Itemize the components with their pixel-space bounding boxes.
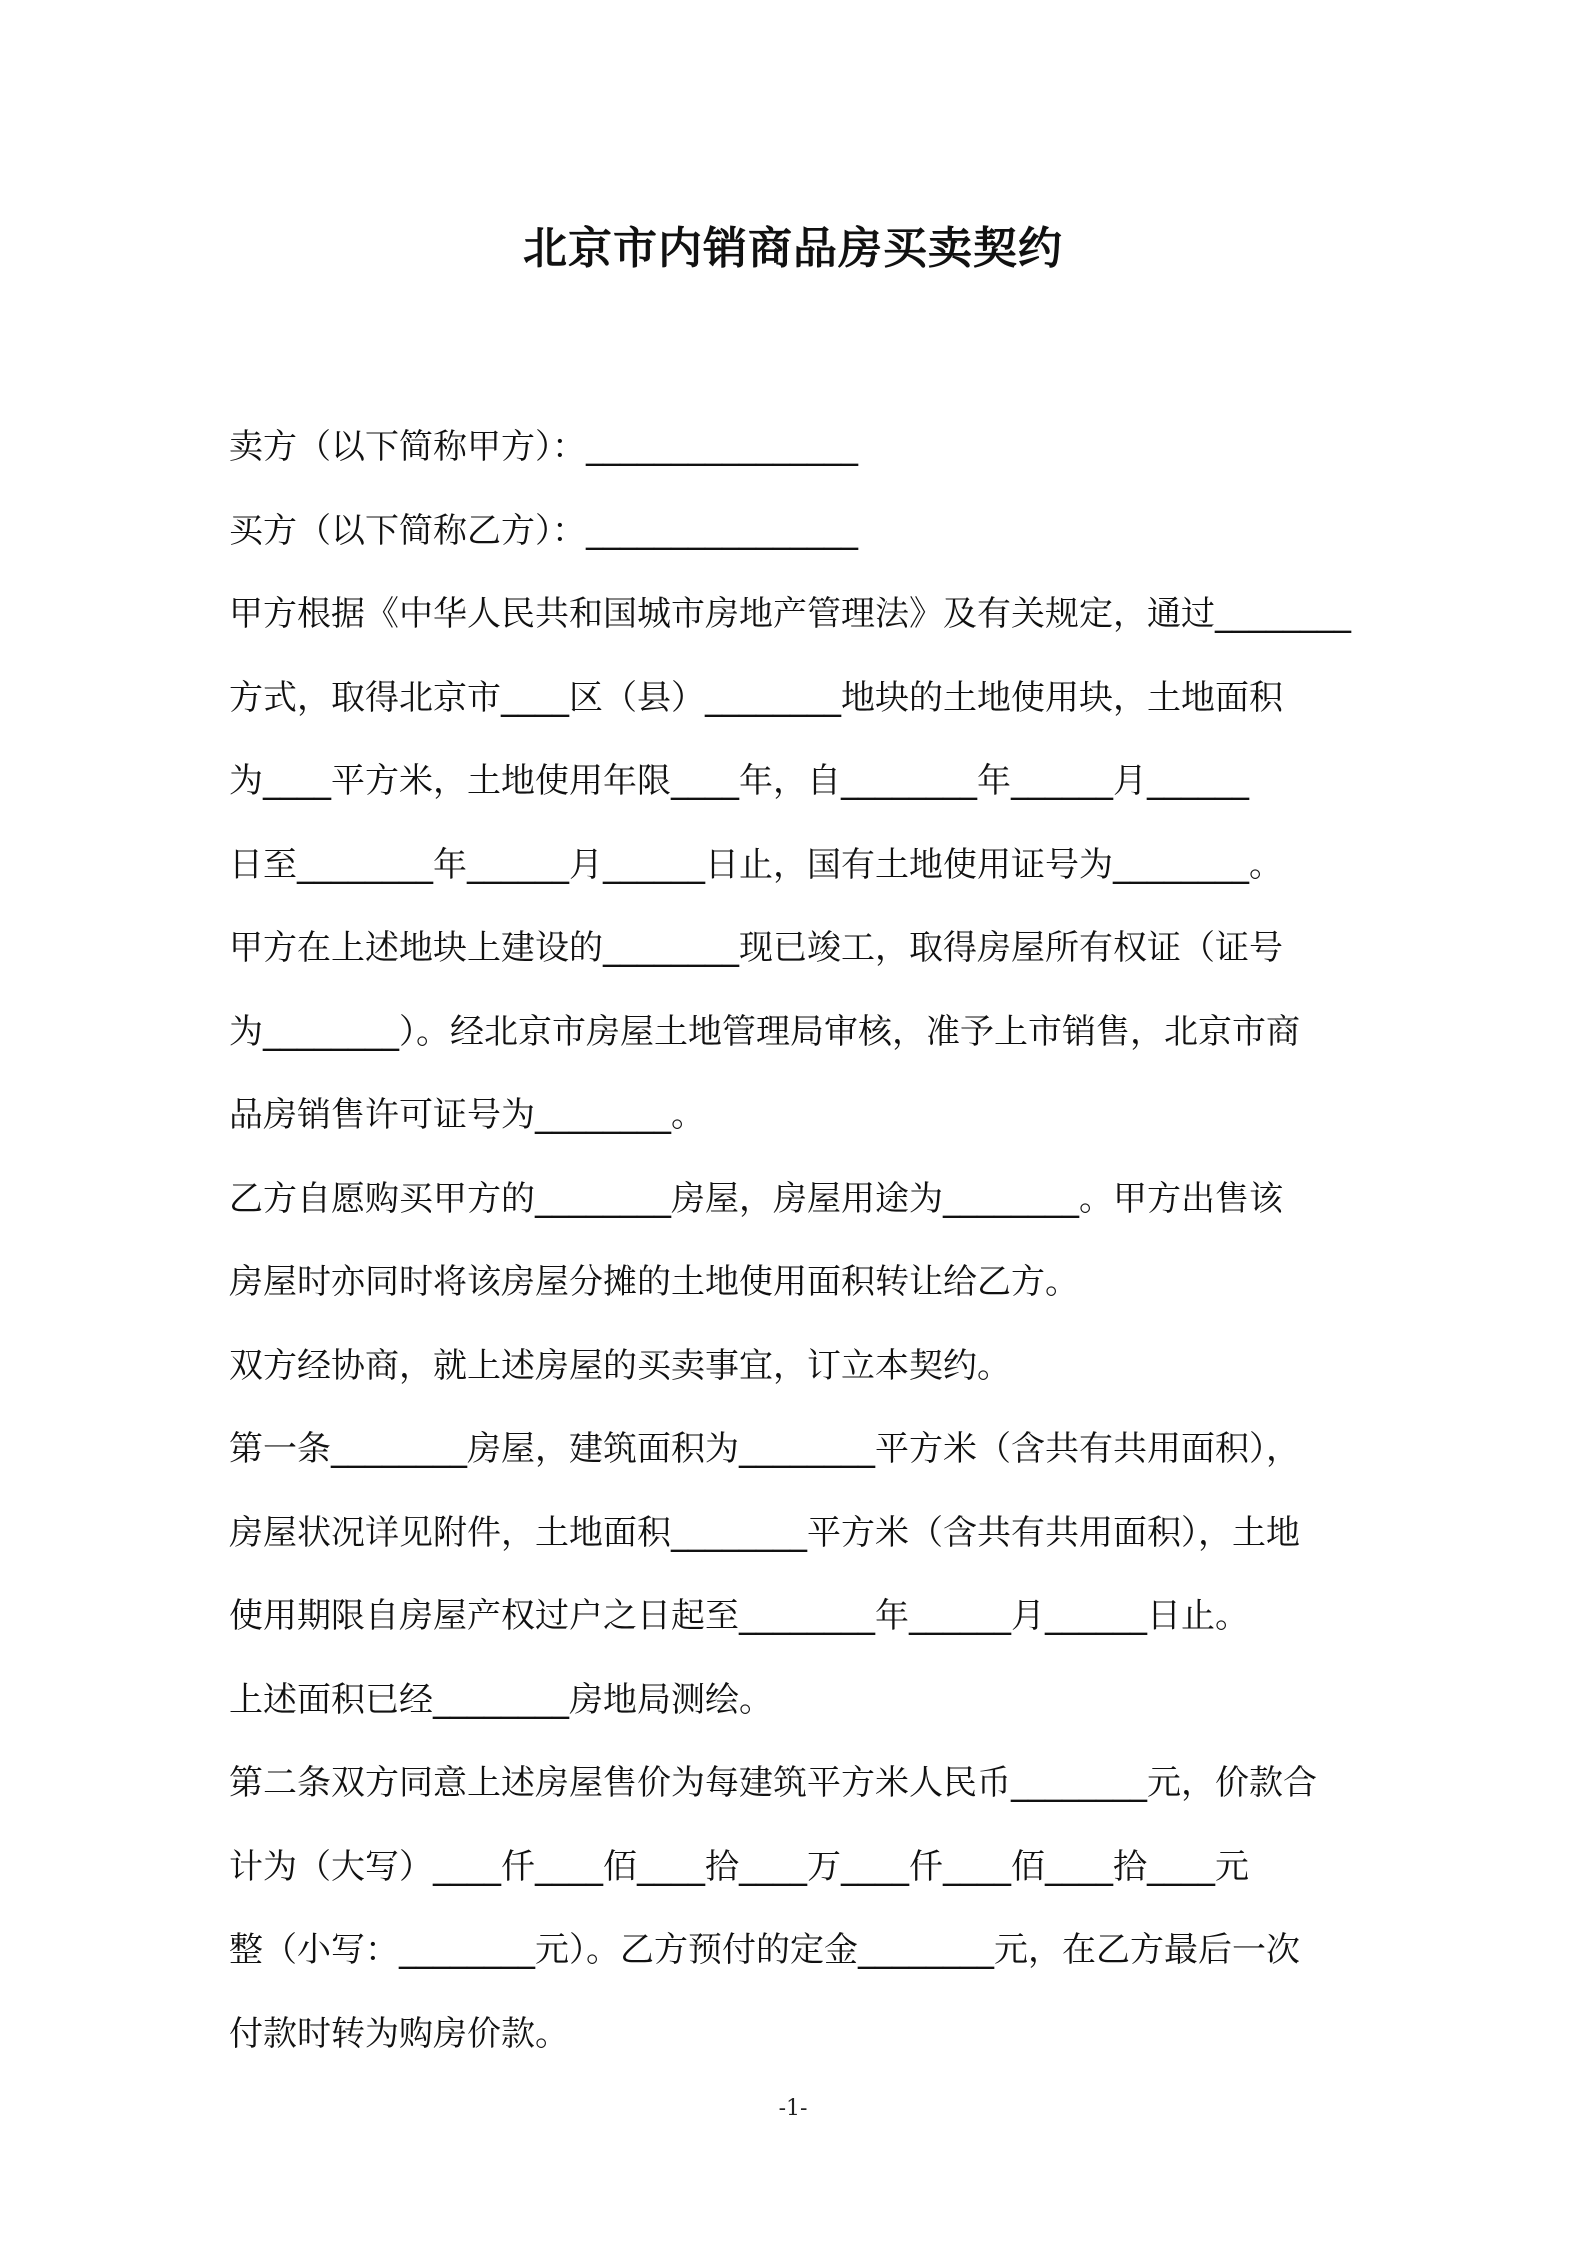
- text-line: 房屋时亦同时将该房屋分摊的土地使用面积转让给乙方。: [229, 1262, 1079, 1302]
- text-line: 卖方（以下简称甲方）：________________: [229, 427, 858, 467]
- text-line: 第二条双方同意上述房屋售价为每建筑平方米人民币________元，价款合: [229, 1763, 1317, 1803]
- text-line: 使用期限自房屋产权过户之日起至________年______月______日止。: [229, 1596, 1249, 1636]
- text-line: 为____平方米，土地使用年限____年，自________年______月______: [229, 761, 1249, 801]
- text-line: 乙方自愿购买甲方的________房屋，房屋用途为________。甲方出售该: [229, 1178, 1283, 1219]
- document-body: [229, 406, 1444, 2076]
- text-line: 日至________年______月______日止，国有土地使用证号为________。: [229, 844, 1283, 885]
- text-line: 房屋状况详见附件，土地面积________平方米（含共有共用面积），土地: [229, 1512, 1300, 1553]
- document-title: 北京市内销商品房买卖契约: [523, 223, 1063, 274]
- text-line: 整（小写：________元）。乙方预付的定金________元，在乙方最后一次: [229, 1930, 1300, 1970]
- text-line: 第一条________房屋，建筑面积为________平方米（含共有共用面积），: [229, 1429, 1300, 1469]
- text-line: 上述面积已经________房地局测绘。: [229, 1679, 773, 1720]
- text-line: 方式，取得北京市____区（县）________地块的土地使用块，土地面积: [229, 677, 1283, 718]
- text-line: 甲方根据《中华人民共和国城市房地产管理法》及有关规定，通过________: [229, 594, 1351, 634]
- text-line: 付款时转为购房价款。: [229, 2013, 569, 2054]
- text-line: 买方（以下简称乙方）：________________: [229, 510, 858, 551]
- text-line: 为________）。经北京市房屋土地管理局审核，准予上市销售，北京市商: [229, 1011, 1300, 1052]
- text-line: 计为（大写）____仟____佰____拾____万____仟____佰____拾____元: [229, 1846, 1249, 1887]
- text-line: 品房销售许可证号为________。: [229, 1095, 705, 1135]
- text-line: 双方经协商，就上述房屋的买卖事宜，订立本契约。: [229, 1345, 1011, 1386]
- page-number: -1-: [778, 2096, 808, 2121]
- text-line: 甲方在上述地块上建设的________现已竣工，取得房屋所有权证（证号: [229, 928, 1283, 968]
